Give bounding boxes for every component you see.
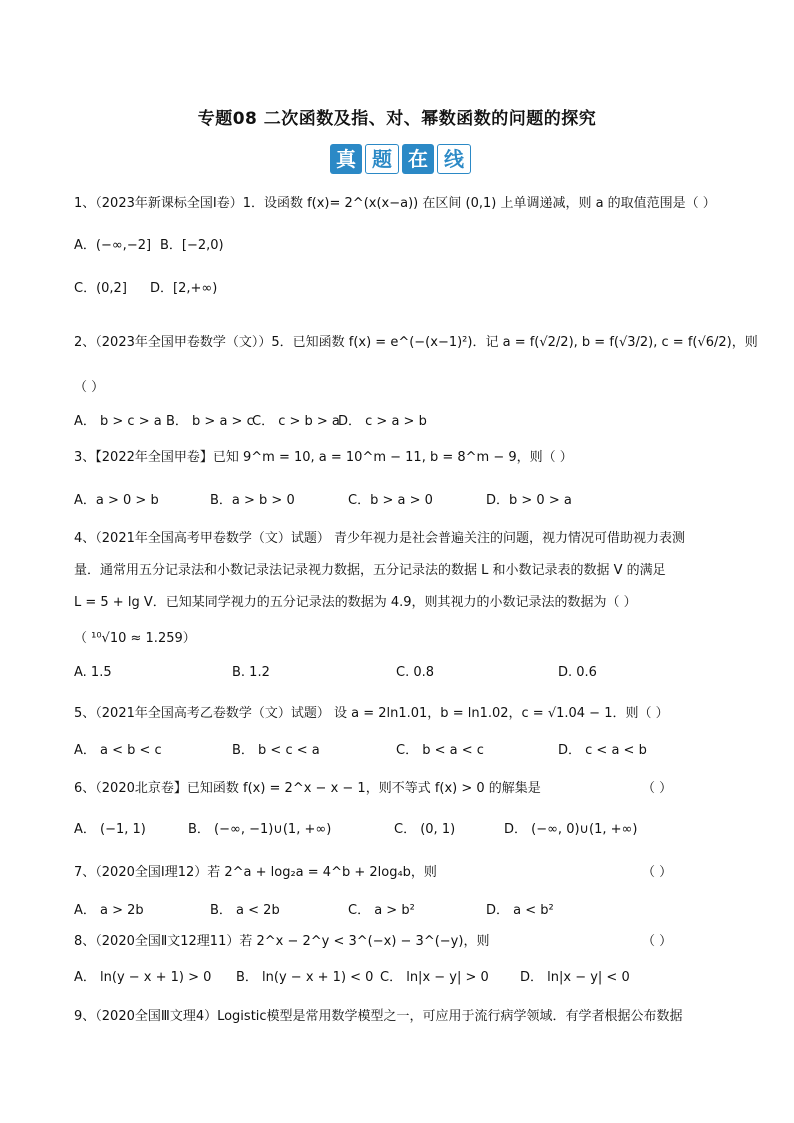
question-5-option-a: A． a < b < c [74, 743, 162, 758]
question-8-option-a: A． ln(y − x + 1) > 0 [74, 970, 212, 985]
question-4-line-2: 量．通常用五分记录法和小数记录法记录视力数据，五分记录法的数据 L 和小数记录表的数据 V 的满足 [74, 563, 666, 578]
section-badge [330, 144, 471, 174]
question-3-text: 3、【2022年全国甲卷】已知 9^m = 10, a = 10^m − 11, b = 8^m − 9，则（ ） [74, 450, 573, 465]
question-1-option-c: C．(0,2] [74, 281, 127, 296]
question-4-option-d: D. 0.6 [558, 665, 597, 680]
question-3-option-b: B．a > b > 0 [210, 493, 295, 508]
question-7-option-c: C． a > b² [348, 903, 415, 918]
question-1-text: 1、（2023年新课标全国Ⅰ卷）1．设函数 f(x)= 2^(x(x−a)) 在区间 (0,1) 上单调递减，则 a 的取值范围是（ ） [74, 196, 716, 211]
question-8-paren: （ ） [642, 934, 673, 949]
question-2-option-d: D． c > a > b [338, 414, 427, 429]
question-5-option-d: D． c < a < b [558, 743, 647, 758]
question-7-paren: （ ） [642, 865, 673, 880]
question-5-option-c: C． b < a < c [396, 743, 484, 758]
question-6-option-a: A． (−1, 1) [74, 822, 146, 837]
question-3-option-a: A．a > 0 > b [74, 493, 159, 508]
question-5-option-b: B． b < c < a [232, 743, 320, 758]
question-1-option-a: A．(−∞,−2] [74, 238, 152, 253]
question-2-text: 2、（2023年全国甲卷数学（文））5．已知函数 f(x) = e^(−(x−1)²)．记 a = f(√2/2), b = f(√3/2), c = f(√6/2)，则 [74, 335, 758, 350]
question-3-option-c: C．b > a > 0 [348, 493, 433, 508]
question-9-text: 9、（2020全国Ⅲ文理4）Logistic模型是常用数学模型之一，可应用于流行病学领域．有学者根据公布数据 [74, 1009, 683, 1024]
question-7-option-d: D． a < b² [486, 903, 554, 918]
badge-char-2: 题 [365, 144, 399, 174]
question-6-option-d: D． (−∞, 0)∪(1, +∞) [504, 822, 638, 837]
page-title: 专题08 二次函数及指、对、幂数函数的问题的探究 [197, 109, 597, 129]
question-4-option-c: C. 0.8 [396, 665, 435, 680]
question-4-line-3: L = 5 + lg V．已知某同学视力的五分记录法的数据为 4.9，则其视力的小数记录法的数据为（ ） [74, 595, 637, 610]
question-7-text: 7、（2020全国Ⅰ理12）若 2^a + log₂a = 4^b + 2log₄b，则 [74, 865, 437, 880]
badge-char-3: 在 [402, 144, 434, 174]
badge-char-1: 真 [330, 144, 362, 174]
question-6-text: 6、（2020北京卷】已知函数 f(x) = 2^x − x − 1，则不等式 f(x) > 0 的解集是 [74, 781, 541, 796]
question-4-option-a: A. 1.5 [74, 665, 112, 680]
question-1-option-d: D．[2,+∞) [150, 281, 218, 296]
question-1-option-b: B．[−2,0) [160, 238, 224, 253]
question-5-text: 5、（2021年全国高考乙卷数学（文）试题） 设 a = 2ln1.01，b = ln1.02，c = √1.04 − 1．则（ ） [74, 706, 669, 721]
question-2-option-c: C． c > b > a [252, 414, 340, 429]
question-6-option-c: C． (0, 1) [394, 822, 456, 837]
question-8-option-d: D． ln|x − y| < 0 [520, 970, 630, 985]
question-4-option-b: B. 1.2 [232, 665, 270, 680]
badge-char-4: 线 [437, 144, 471, 174]
question-6-paren: （ ） [642, 781, 673, 796]
question-7-option-b: B． a < 2b [210, 903, 280, 918]
question-8-option-c: C． ln|x − y| > 0 [380, 970, 489, 985]
question-7-option-a: A． a > 2b [74, 903, 144, 918]
question-3-option-d: D．b > 0 > a [486, 493, 572, 508]
question-4-line-1: 4、（2021年全国高考甲卷数学（文）试题） 青少年视力是社会普遍关注的问题，视力情况可借助视力表测 [74, 531, 685, 546]
question-8-text: 8、（2020全国Ⅱ文12理11）若 2^x − 2^y < 3^(−x) − 3^(−y)，则 [74, 934, 490, 949]
question-8-option-b: B． ln(y − x + 1) < 0 [236, 970, 374, 985]
question-2-option-a: A． b > c > a [74, 414, 162, 429]
question-6-option-b: B． (−∞, −1)∪(1, +∞) [188, 822, 332, 837]
question-2-paren: （ ） [74, 380, 105, 395]
question-2-option-b: B． b > a > c [166, 414, 254, 429]
question-4-line-4: （ ¹⁰√10 ≈ 1.259） [74, 631, 196, 646]
